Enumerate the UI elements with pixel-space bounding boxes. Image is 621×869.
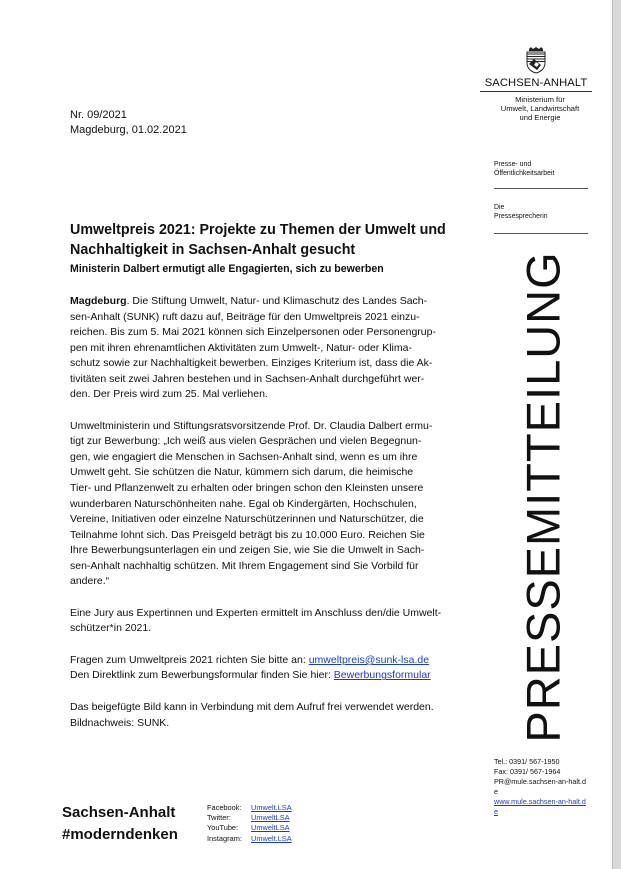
- brand-hashtag: #moderndenken: [62, 826, 178, 843]
- side-department: [494, 160, 588, 178]
- article: [70, 220, 468, 731]
- text-line: Umwelt geht. Sie schützen die Natur, kümmern sich darum, die heimische: [70, 466, 414, 479]
- social-label: Instagram:: [207, 833, 242, 843]
- text-line: Den Direktlink zum Bewerbungsformular finden Sie hier:: [70, 669, 334, 682]
- text-line: Ihre Bewerbungsunterlagen ein und zeigen Sie, wie Sie die Umwelt in Sach-: [70, 544, 425, 557]
- dateline: Magdeburg: [70, 295, 127, 307]
- side-dept-line: Öffentlichkeitsarbeit: [494, 170, 555, 177]
- facebook-link[interactable]: Umwelt.LSA: [251, 803, 292, 812]
- social-row-twitter: [207, 813, 292, 823]
- text-line: . Die Stiftung Umwelt, Natur- und Klimaschutz des Landes Sach-: [126, 295, 428, 307]
- text-line: schutz sowie zur Nachhaltigkeit bewerben. Einziges Kriterium ist, dass die Ak-: [70, 357, 433, 370]
- paragraph-image-credit: [70, 700, 468, 731]
- logo-block: [480, 46, 592, 122]
- side-divider: [494, 233, 588, 234]
- release-place-date: Magdeburg, 01.02.2021: [70, 124, 187, 136]
- social-row-facebook: [207, 803, 292, 813]
- logo-state-name: SACHSEN-ANHALT: [484, 77, 588, 89]
- logo-ministry: [480, 95, 592, 122]
- application-form-link[interactable]: Bewerbungsformular: [333, 669, 431, 682]
- text-line: andere.“: [70, 575, 110, 588]
- ministry-line: Ministerium für: [515, 95, 565, 104]
- text-line: Eine Jury aus Expertinnen und Experten ermittelt im Anschluss den/die Umwelt-: [70, 606, 442, 619]
- contact-block: [494, 757, 588, 817]
- text-line: schützer*in 2021.: [70, 622, 152, 635]
- text-line: tivitäten seit zwei Jahren bestehen und in Sachsen-Anhalt durchgeführt wer-: [70, 372, 425, 385]
- article-subtitle: Ministerin Dalbert ermutigt alle Engagierten, sich zu bewerben: [70, 263, 384, 275]
- text-line: tigt zur Bewerbung: „Ich weiß aus vielen Gesprächen und vielen Begegnun-: [70, 435, 422, 448]
- paragraph-contact: [70, 653, 468, 684]
- text-line: sen-Anhalt nachhaltig schützen. Mit Ihrem Engagement sind Sie Vorbild für: [70, 559, 419, 572]
- social-row-instagram: [207, 834, 292, 844]
- side-role: [494, 203, 588, 221]
- text-line: Bildnachweis: SUNK.: [70, 716, 170, 729]
- paragraph-quote: [70, 419, 468, 590]
- title-line: Umweltpreis 2021: Projekte zu Themen der Umwelt und: [70, 222, 446, 238]
- social-row-youtube: [207, 823, 292, 833]
- text-line: sen-Anhalt (SUNK) ruft dazu auf, Beiträge für den Umweltpreis 2021 einzu-: [70, 310, 420, 323]
- vertical-title: PRESSEMITTEILUNG: [516, 251, 570, 743]
- side-dept-line: Presse- und: [494, 161, 532, 168]
- paragraph-intro: [70, 294, 468, 403]
- contact-website-link[interactable]: www.mule.sachsen-an-halt.de: [494, 797, 586, 816]
- text-line: Vereine, Initiativen oder einzelne Naturschützerinnen und Naturschützer, die: [70, 513, 424, 526]
- ministry-line: Umwelt, Landwirtschaft: [500, 104, 580, 113]
- contact-email: PR@mule.sachsen-an-halt.de: [494, 777, 586, 796]
- footer-brand: [62, 802, 178, 846]
- text-line: Teilnahme lohnt sich. Das Preisgeld beträgt bis zu 10.000 Euro. Reichen Sie: [70, 528, 425, 541]
- instagram-link[interactable]: Umwelt.LSA: [251, 833, 292, 843]
- twitter-link[interactable]: UmweltLSA: [251, 813, 290, 823]
- youtube-link[interactable]: UmweltLSA: [251, 823, 290, 833]
- email-link[interactable]: umweltpreis@sunk-lsa.de: [308, 653, 430, 666]
- contact-tel: Tel.: 0391/ 567-1950: [494, 757, 560, 766]
- release-number: Nr. 09/2021: [70, 109, 127, 121]
- text-line: Umweltministerin und Stiftungsratsvorsitzende Prof. Dr. Claudia Dalbert ermu-: [70, 419, 433, 432]
- brand-line: Sachsen-Anhalt: [62, 804, 176, 821]
- side-role-line: Die: [494, 204, 505, 211]
- vertical-title-area: [510, 251, 576, 743]
- social-label: Twitter:: [207, 813, 231, 823]
- text-line: pen mit ihren ehrenamtlichen Aktivitäten zum Umwelt-, Natur- oder Klima-: [70, 341, 412, 354]
- contact-fax: Fax: 0391/ 567-1964: [494, 767, 561, 776]
- coat-of-arms-icon: [525, 46, 547, 74]
- text-line: den. Der Preis wird zum 25. Mal verliehen.: [70, 388, 268, 401]
- release-meta: [70, 108, 187, 138]
- article-title: [70, 220, 468, 260]
- text-line: gen, wie engagiert die Menschen in Sachsen-Anhalt sind, wenn es um ihre: [70, 450, 418, 463]
- text-line: reichen. Bis zum 5. Mai 2021 können sich Einzelpersonen oder Personengrup-: [70, 326, 436, 339]
- title-line: Nachhaltigkeit in Sachsen-Anhalt gesucht: [70, 242, 356, 258]
- text-line: Fragen zum Umweltpreis 2021 richten Sie bitte an:: [70, 653, 309, 666]
- paragraph-jury: [70, 606, 468, 637]
- footer-social-links: [207, 803, 292, 844]
- side-divider: [494, 188, 588, 189]
- logo-divider: [480, 91, 592, 92]
- social-label: Facebook:: [207, 803, 242, 812]
- ministry-line: und Energie: [519, 113, 561, 122]
- side-role-line: Pressesprecherin: [494, 213, 548, 220]
- social-label: YouTube:: [207, 823, 239, 833]
- text-line: Das beigefügte Bild kann in Verbindung mit dem Aufruf frei verwendet werden.: [70, 701, 434, 714]
- text-line: wunderbaren Naturschönheiten nahe. Egal ob Kindergärten, Hochschulen,: [70, 497, 417, 510]
- text-line: Tier- und Pflanzenwelt zu erhalten oder bringen schon den Kleinsten unsere: [70, 482, 424, 495]
